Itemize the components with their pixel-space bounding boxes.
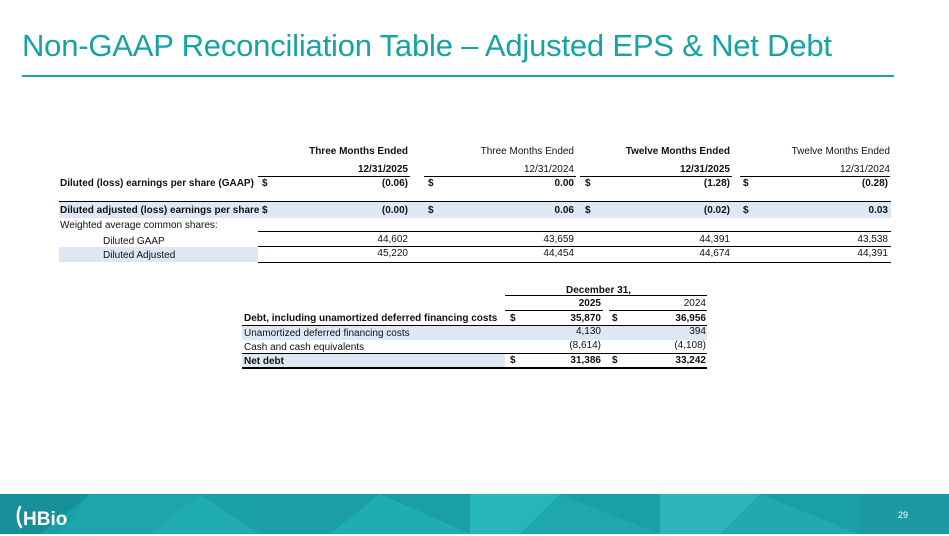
eps-header-col2-period: Three Months Ended	[480, 146, 574, 157]
debt-row-label: Net debt	[244, 356, 284, 367]
eps-header-col1-period: Three Months Ended	[309, 146, 408, 157]
currency-symbol: $	[585, 178, 591, 189]
page-number: 29	[897, 510, 908, 520]
shares-section-label: Weighted average common shares:	[60, 220, 218, 231]
debt-row-label: Debt, including unamortized deferred financing costs	[244, 313, 498, 324]
currency-symbol: $	[743, 205, 749, 216]
eps-header-col4-period: Twelve Months Ended	[791, 146, 890, 157]
debt-cell: (8,614)	[569, 340, 601, 351]
debt-bottom-rule	[242, 367, 707, 369]
currency-symbol: $	[428, 178, 434, 189]
shares-cell: 43,659	[543, 234, 574, 245]
eps-cell: (0.00)	[381, 205, 408, 216]
eps-header-col3-date: 12/31/2025	[679, 164, 730, 175]
shares-cell: 45,220	[377, 248, 408, 259]
debt-cell: 35,870	[570, 313, 601, 324]
currency-symbol: $	[510, 355, 516, 366]
shares-divider	[258, 246, 891, 247]
title-underline	[22, 75, 894, 77]
debt-group-header: December 31,	[566, 285, 632, 296]
eps-row-label: Diluted adjusted (loss) earnings per share	[60, 205, 260, 216]
eps-cell: (0.28)	[861, 178, 888, 189]
debt-year-underline	[505, 310, 603, 311]
eps-header-underline	[740, 176, 890, 177]
footer-band	[0, 494, 949, 534]
currency-symbol: $	[510, 313, 516, 324]
hbio-logo	[14, 501, 74, 531]
shares-cell: 43,538	[857, 234, 888, 245]
eps-header-col3-period: Twelve Months Ended	[625, 146, 730, 157]
debt-cell: (4,108)	[674, 340, 706, 351]
shares-row-label: Diluted Adjusted	[103, 250, 176, 261]
eps-header-underline	[424, 176, 576, 177]
eps-header-col2-date: 12/31/2024	[523, 164, 574, 175]
page-title: Non-GAAP Reconciliation Table – Adjusted EPS & Net Debt	[22, 28, 832, 63]
shares-divider	[258, 231, 891, 232]
debt-year-2024: 2024	[683, 298, 706, 309]
eps-cell: 0.00	[554, 178, 574, 189]
debt-year-2025: 2025	[578, 298, 601, 309]
eps-cell: 0.06	[554, 205, 574, 216]
debt-cell: 36,956	[675, 313, 706, 324]
eps-row-divider	[59, 201, 891, 202]
debt-year-underline	[609, 310, 707, 311]
shares-bottom-rule	[258, 262, 891, 263]
shares-cell: 44,391	[857, 248, 888, 259]
eps-cell: (0.02)	[703, 205, 730, 216]
shares-cell: 44,674	[699, 248, 730, 259]
logo-text: HBio	[23, 509, 68, 530]
eps-cell: (1.28)	[703, 178, 730, 189]
debt-row-label: Unamortized deferred financing costs	[244, 328, 410, 339]
hbio-logo-icon	[14, 501, 74, 531]
eps-header-col1-date: 12/31/2025	[357, 164, 408, 175]
debt-row-label: Cash and cash equivalents	[244, 342, 365, 353]
eps-cell: 0.03	[868, 205, 888, 216]
shares-cell: 44,454	[543, 248, 574, 259]
currency-symbol: $	[262, 178, 268, 189]
shares-cell: 44,602	[377, 234, 408, 245]
currency-symbol: $	[743, 178, 749, 189]
eps-cell: (0.06)	[381, 178, 408, 189]
currency-symbol: $	[612, 313, 618, 324]
currency-symbol: $	[585, 205, 591, 216]
debt-cell: 33,242	[675, 355, 706, 366]
eps-header-underline	[580, 176, 732, 177]
currency-symbol: $	[612, 355, 618, 366]
debt-header-underline	[505, 295, 707, 296]
debt-cell: 4,130	[575, 326, 601, 337]
debt-cell: 394	[689, 326, 706, 337]
currency-symbol: $	[428, 205, 434, 216]
eps-row-label: Diluted (loss) earnings per share (GAAP)	[60, 178, 254, 189]
eps-header-col4-date: 12/31/2024	[839, 164, 890, 175]
currency-symbol: $	[262, 205, 268, 216]
debt-cell: 31,386	[570, 355, 601, 366]
eps-header-underline	[258, 176, 410, 177]
footer-pattern	[0, 494, 949, 534]
shares-cell: 44,391	[699, 234, 730, 245]
shares-row-label: Diluted GAAP	[103, 236, 165, 247]
